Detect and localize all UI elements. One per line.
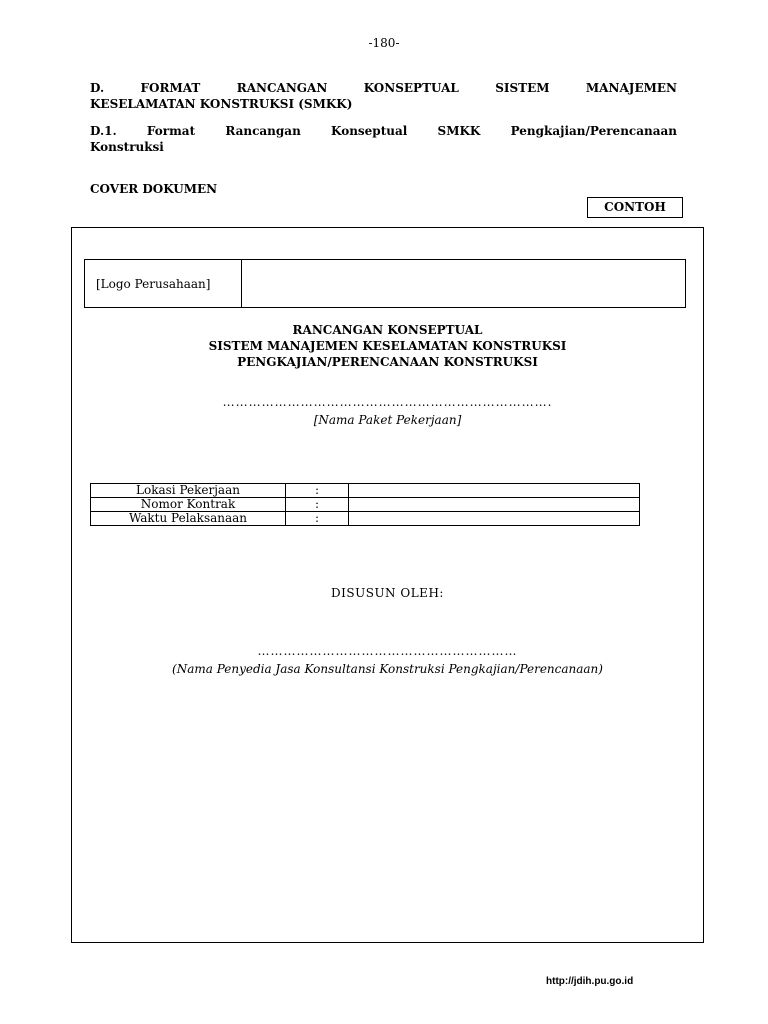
info-separator: :: [286, 512, 349, 526]
company-logo-placeholder: [Logo Perusahaan]: [85, 260, 242, 307]
package-name-blank: ………………………………………………………………….: [222, 395, 553, 409]
footer-url-link[interactable]: http://jdih.pu.go.id: [546, 976, 634, 987]
document-title-line-3: PENGKAJIAN/PERENCANAAN KONSTRUKSI: [237, 355, 538, 369]
table-row: [91, 498, 640, 512]
info-separator: :: [286, 498, 349, 512]
document-title: [71, 322, 704, 370]
prepared-by-label: DISUSUN OLEH:: [331, 586, 444, 600]
info-value-duration: [349, 512, 640, 526]
page-number: -180-: [368, 36, 400, 50]
document-title-line-1: RANCANGAN KONSEPTUAL: [292, 323, 483, 337]
subsection-heading-line-2: Konstruksi: [90, 140, 164, 154]
info-value-contract-number: [349, 498, 640, 512]
info-value-location: [349, 484, 640, 498]
table-row: [91, 484, 640, 498]
cover-document-label: COVER DOKUMEN: [90, 182, 218, 196]
project-info-table: [90, 483, 640, 526]
logo-header-box: [84, 259, 686, 308]
company-header-empty-cell: [242, 260, 685, 307]
document-title-line-2: SISTEM MANAJEMEN KESELAMATAN KONSTRUKSI: [208, 339, 567, 353]
example-badge: CONTOH: [587, 197, 683, 218]
section-heading-line-2: KESELAMATAN KONSTRUKSI (SMKK): [90, 97, 353, 111]
section-heading-line-1: D. FORMAT RANCANGAN KONSEPTUAL SISTEM MANAJEMEN: [90, 81, 677, 95]
info-label-contract-number: Nomor Kontrak: [91, 498, 286, 512]
info-separator: :: [286, 484, 349, 498]
info-label-location: Lokasi Pekerjaan: [91, 484, 286, 498]
table-row: [91, 512, 640, 526]
provider-name-blank: ……………………………………………………: [257, 644, 518, 658]
provider-name-hint: (Nama Penyedia Jasa Konsultansi Konstruksi Pengkajian/Perencanaan): [172, 662, 603, 676]
package-name-hint: [Nama Paket Pekerjaan]: [313, 413, 462, 427]
subsection-heading-line-1: D.1. Format Rancangan Konseptual SMKK Pengkajian/Perencanaan: [90, 124, 677, 138]
info-label-duration: Waktu Pelaksanaan: [91, 512, 286, 526]
